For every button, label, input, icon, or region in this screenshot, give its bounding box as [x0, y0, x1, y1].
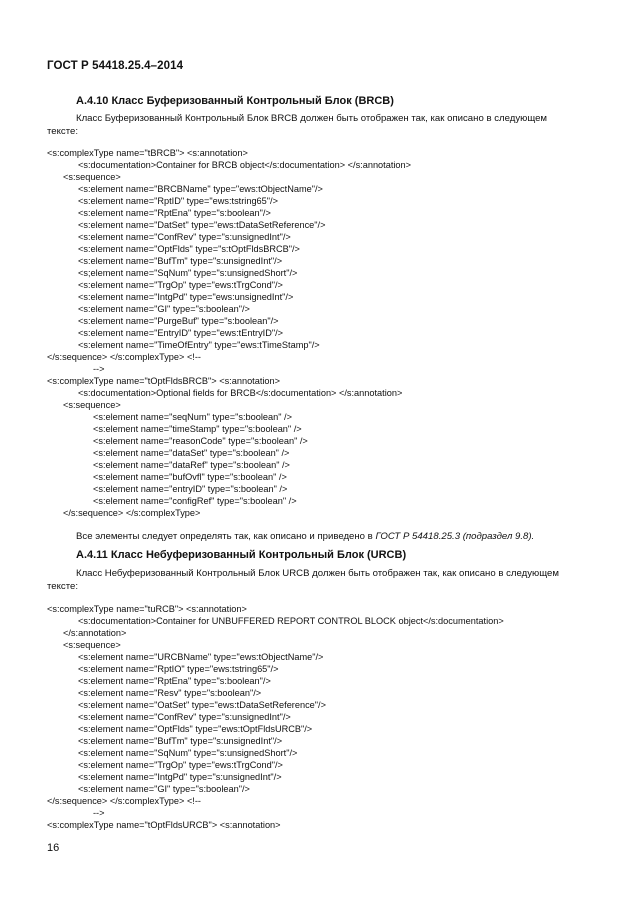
code-line: <s:complexType name="tOptFldsURCB"> <s:annotation> — [47, 820, 281, 830]
code-line: <s:element name="RptID" type="ews:tstring65"/> — [78, 196, 278, 206]
code-line: <s:element name="GI" type="s:boolean"/> — [78, 304, 250, 314]
code-line: <s:sequence> — [63, 172, 121, 182]
section-intro-a410 — [47, 113, 584, 138]
code-line: <s:element name="BufTm" type="s:unsignedInt"/> — [78, 256, 283, 266]
code-line: <s:element name="TrgOp" type="ews:tTrgCond"/> — [78, 760, 283, 770]
note-text: Все элементы следует определять так, как описано и приведено в — [76, 531, 376, 542]
code-line: <s:element name="PurgeBuf" type="s:boolean"/> — [78, 316, 279, 326]
intro-line-1: Класс Небуферизованный Контрольный Блок URCB должен быть отображен так, как описано в следующем — [76, 568, 559, 579]
code-line: <s:element name="EntryID" type="ews:tEntryID"/> — [78, 328, 284, 338]
code-line: <s:element name="dataSet" type="s:boolean" /> — [93, 448, 290, 458]
code-line: <s:sequence> — [63, 400, 121, 410]
code-line: </s:sequence> </s:complexType> <!-- — [47, 352, 201, 362]
code-line: <s:element name="bufOvfl" type="s:boolean" /> — [93, 472, 287, 482]
intro-line-2: тексте: — [47, 125, 79, 137]
note-reference: ГОСТ Р 54418.25.3 (подраздел 9.8). — [375, 531, 535, 542]
intro-line-2: тексте: — [47, 580, 79, 592]
code-line: <s:element name="configRef" type="s:boolean" /> — [93, 496, 297, 506]
code-line: <s:element name="ConfRev" type="s:unsignedInt"/> — [78, 712, 291, 722]
code-line: <s:element name="IntgPd" type="ews:unsignedInt"/> — [78, 292, 294, 302]
code-line: <s:element name="TrgOp" type="ews:tTrgCond"/> — [78, 280, 283, 290]
code-line: <s:complexType name="tBRCB"> <s:annotation> — [47, 148, 248, 158]
code-line: <s:element name="SqNum" type="s:unsignedShort"/> — [78, 748, 298, 758]
code-line: </s:sequence> </s:complexType> <!-- — [47, 796, 201, 806]
code-line: <s:element name="TimeOfEntry" type="ews:tTimeStamp"/> — [78, 340, 320, 350]
code-line: <s:sequence> — [63, 640, 121, 650]
section-heading-a411: А.4.11 Класс Небуферизованный Контрольный Блок (URCB) — [76, 549, 407, 561]
code-line: </s:annotation> — [63, 628, 127, 638]
code-line: <s:element name="reasonCode" type="s:boolean" /> — [93, 436, 308, 446]
section-intro-a411 — [47, 568, 584, 593]
code-line: <s:element name="URCBName" type="ews:tObjectName"/> — [78, 652, 324, 662]
code-line: <s:element name="RptIO" type="ews:tstring65"/> — [78, 664, 279, 674]
code-line: <s:documentation>Optional fields for BRCB</s:documentation> </s:annotation> — [78, 388, 403, 398]
code-line: <s:element name="entryID" type="s:boolean" /> — [93, 484, 288, 494]
code-line: <s:element name="RptEna" type="s:boolean"/> — [78, 208, 271, 218]
code-line: <s:element name="GI" type="s:boolean"/> — [78, 784, 250, 794]
code-line: <s:documentation>Container for BRCB object</s:documentation> </s:annotation> — [78, 160, 412, 170]
code-line: <s:element name="RptEna" type="s:boolean"/> — [78, 676, 271, 686]
code-line: <s:element name="BufTm" type="s:unsignedInt"/> — [78, 736, 283, 746]
code-line: --> — [93, 808, 105, 818]
section-note-a410 — [76, 531, 534, 542]
code-line: </s:sequence> </s:complexType> — [63, 508, 201, 518]
code-line: <s:element name="OptFlds" type="ews:tOptFldsURCB"/> — [78, 724, 313, 734]
intro-line-1: Класс Буферизованный Контрольный Блок BRCB должен быть отображен так, как описано в следующем — [76, 113, 548, 124]
code-line: <s:element name="Resv" type="s:boolean"/> — [78, 688, 262, 698]
section-heading-a410: А.4.10 Класс Буферизованный Контрольный Блок (BRCB) — [76, 95, 394, 107]
code-line: <s:documentation>Container for UNBUFFERED REPORT CONTROL BLOCK object</s:documentation> — [78, 616, 504, 626]
code-line: <s:element name="IntgPd" type="s:unsignedInt"/> — [78, 772, 282, 782]
page-number: 16 — [47, 842, 60, 854]
code-line: <s:element name="DatSet" type="ews:tDataSetReference"/> — [78, 220, 326, 230]
code-line: <s;element name="SqNum" type="s:unsignedShort"/> — [78, 268, 298, 278]
code-line: <s:element name="ConfRev" type="s:unsignedInt"/> — [78, 232, 291, 242]
code-line: <s:element name="OatSet" type="ews:tDataSetReference"/> — [78, 700, 326, 710]
code-line: <s:element name="BRCBName" type="ews:tObjectName"/> — [78, 184, 323, 194]
code-line: <s:complexType name="tuRCB"> <s:annotation> — [47, 604, 247, 614]
page-header: ГОСТ Р 54418.25.4–2014 — [47, 60, 184, 72]
code-line: <s:complexType name="tOptFldsBRCB"> <s:annotation> — [47, 376, 281, 386]
code-line: <s:element name="seqNum" type="s:boolean" /> — [93, 412, 292, 422]
code-line: <s:element name="timeStamp" type="s:boolean" /> — [93, 424, 302, 434]
code-line: <s:element name="dataRef" type="s:boolean" /> — [93, 460, 290, 470]
code-line: <s:element name="OptFlds" type="s:tOptFldsBRCB"/> — [78, 244, 300, 254]
code-line: --> — [93, 364, 105, 374]
